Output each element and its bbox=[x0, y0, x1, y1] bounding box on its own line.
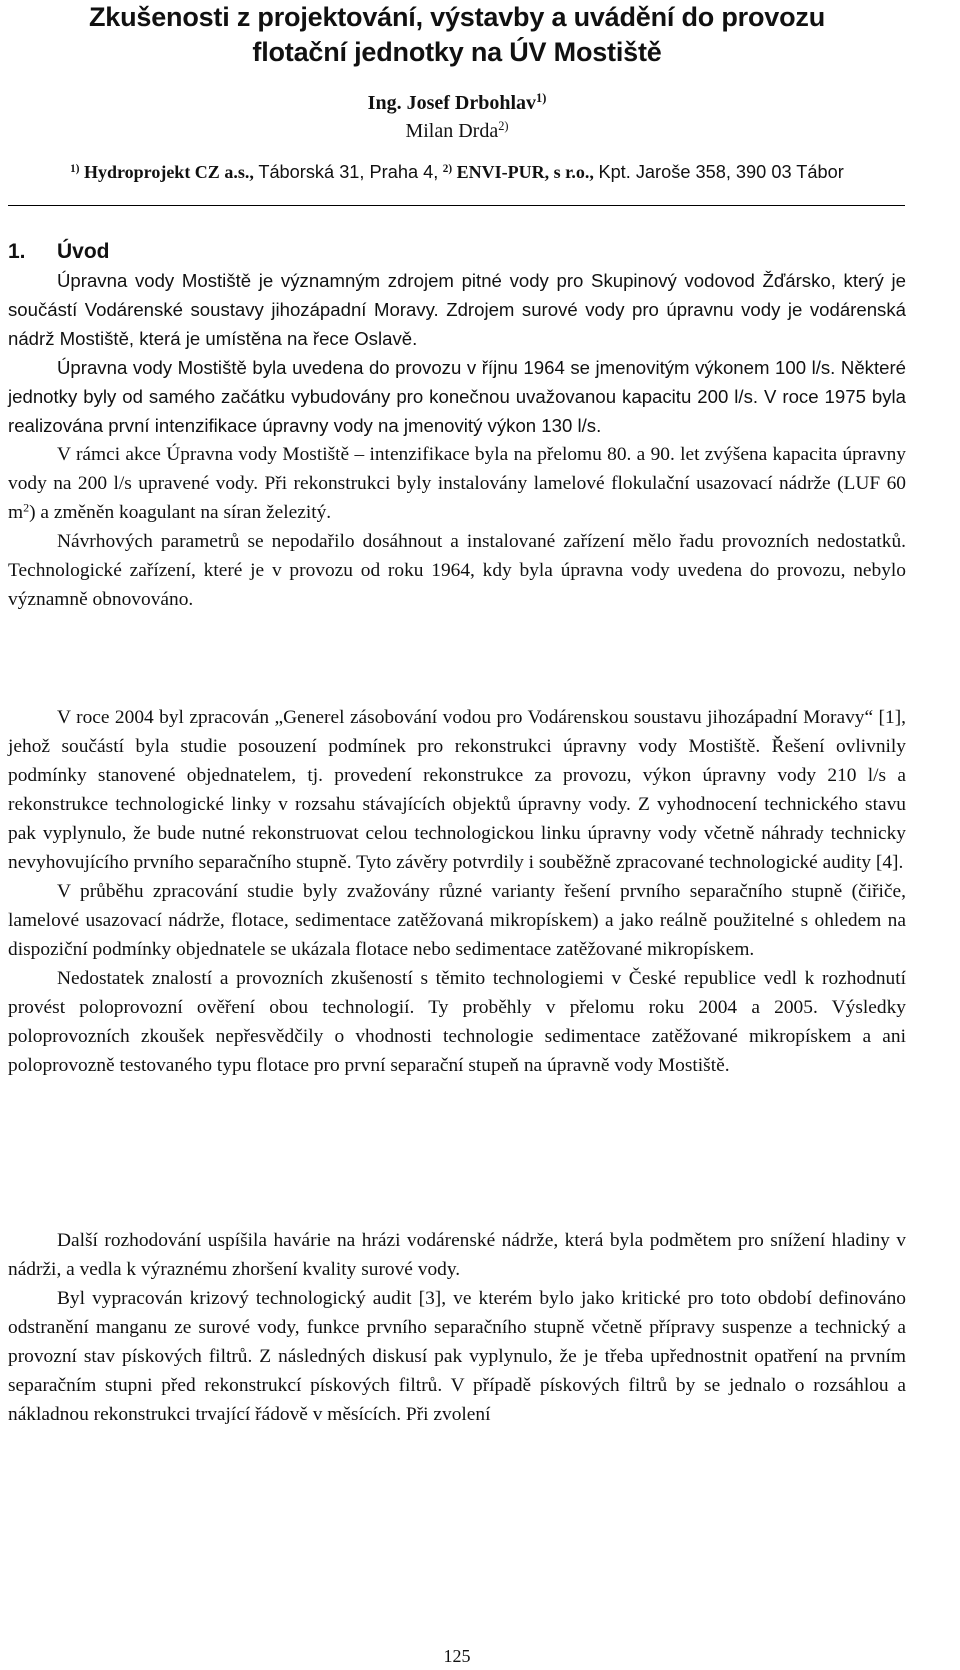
title-line-2: flotační jednotky na ÚV Mostiště bbox=[252, 37, 662, 67]
affiliation-1-mark: 1) bbox=[70, 162, 80, 175]
background-block bbox=[8, 703, 906, 1080]
author-secondary-affiliation-mark: 2) bbox=[498, 119, 509, 134]
author-secondary bbox=[8, 118, 906, 144]
paragraph-1: Úpravna vody Mostiště je významným zdrojem pitné vody pro Skupinový vodovod Žďársko, který je součástí Vodárenské soustavy jihozápadní Moravy. Zdrojem surové vody pro úpravnu vody je vodárenská nádrž Mostiště, která je umístěna na řece Oslavě. bbox=[8, 270, 906, 349]
decision-block bbox=[8, 1226, 906, 1429]
paragraph-6: V průběhu zpracování studie byly zvažovány různé varianty řešení prvního separačního stupně (čiřiče, lamelové usazovací nádrže, flotace, sedimentace zatěžovaná mikropískem) a jako reálně použitelné s ohledem na dispoziční podmínky objednatele se ukázala flotace nebo sedimentace zatěžované mikropískem. bbox=[8, 881, 906, 960]
paragraph-2: Úpravna vody Mostiště byla uvedena do provozu v říjnu 1964 se jmenovitým výkonem 100 l/s. Některé jednotky byly od samého začátku vybudovány pro konečnou uvažovanou kapacitu 200 l/s. V roce 1975 byla realizována první intenzifikace úpravny vody na jmenovitý výkon 130 l/s. bbox=[8, 357, 906, 436]
author-primary-affiliation-mark: 1) bbox=[536, 91, 547, 106]
header-divider bbox=[8, 205, 905, 206]
affiliation-2-address: Kpt. Jaroše 358, 390 03 Tábor bbox=[598, 162, 844, 182]
paragraph-3-superscript: 2 bbox=[23, 500, 30, 515]
paragraph-3-text-a: V rámci akce Úpravna vody Mostiště – intenzifikace byla na přelomu 80. a 90. let zvýšena kapacita úpravny vody na 200 l/s upravené vody. Při rekonstrukci byly instalovány lamelové flokulační usazovací nádrže (LUF 60 m bbox=[8, 444, 906, 523]
author-primary bbox=[8, 90, 906, 116]
paragraph-5: V roce 2004 byl zpracován „Generel zásobování vodou pro Vodárenskou soustavu jihozápadní Moravy“ [1], jehož součástí byla studie posouzení podmínek pro rekonstrukci úpravny vody Mostiště. Řešení ovlivnily podmínky stanovené objednatelem, tj. provedení rekonstrukce za provozu, výkon úpravny vody 210 l/s a rekonstrukce technologické linky v rozsahu stávajících objektů úpravny vody. Z vyhodnocení technického stavu pak vyplynulo, že bude nutné rekonstruovat celou technologickou linku úpravny vody včetně náhrady technicky nevyhovujícího prvního separačního stupně. Tyto závěry potvrdily i souběžně zpracované technologické audity [4]. bbox=[8, 707, 906, 873]
paragraph-8: Další rozhodování uspíšila havárie na hrázi vodárenské nádrže, která byla podmětem pro snížení hladiny v nádrži, a vedla k výraznému zhoršení kvality surové vody. bbox=[8, 1230, 906, 1280]
paragraph-9: Byl vypracován krizový technologický audit [3], ve kterém bylo jako kritické pro toto období definováno odstranění manganu ze surové vody, funkce prvního separačního stupně včetně přípravy suspenze a technický a provozní stav pískových filtrů. Z následných diskusí pak vyplynulo, že je třeba upřednostnit opatření na prvním separačním stupni před rekonstrukcí pískových filtrů. V případě pískových filtrů by se jednalo o rozsáhlou a nákladnou rekonstrukci trvající řádově v měsících. Při zvolení bbox=[8, 1288, 906, 1425]
paragraph-3-text-b: ) a změněn koagulant na síran železitý. bbox=[29, 502, 332, 523]
affiliations bbox=[8, 159, 906, 185]
author-secondary-name: Milan Drda bbox=[405, 120, 499, 142]
page-number: 125 bbox=[443, 1646, 471, 1666]
affiliation-2-mark: 2) bbox=[442, 162, 453, 175]
document-page bbox=[8, 0, 906, 1670]
affiliation-1-address: Táborská 31, Praha 4, bbox=[258, 162, 439, 182]
author-primary-name: Ing. Josef Drbohlav bbox=[367, 92, 537, 114]
section-title: Úvod bbox=[57, 240, 110, 263]
title-line-1: Zkušenosti z projektování, výstavby a uvádění do provozu bbox=[89, 2, 825, 32]
intro-block bbox=[8, 266, 906, 614]
affiliation-1-org: Hydroprojekt CZ a.s., bbox=[83, 162, 254, 182]
paragraph-3 bbox=[8, 440, 906, 527]
affiliation-2-org: ENVI-PUR, s r.o., bbox=[456, 162, 594, 182]
section-heading bbox=[8, 238, 110, 265]
paragraph-7: Nedostatek znalostí a provozních zkušeností s těmito technologiemi v České republice vedl k rozhodnutí provést poloprovozní ověření obou technologií. Ty proběhly v přelomu roku 2004 a 2005. Výsledky poloprovozních zkoušek nepřesvědčily o vhodnosti technologie sedimentace zatěžované mikropískem a ani poloprovozně testovaného typu flotace pro první separační stupeň na úpravně vody Mostiště. bbox=[8, 968, 906, 1076]
section-number: 1. bbox=[8, 240, 26, 263]
document-title bbox=[8, 0, 906, 70]
paragraph-4: Návrhových parametrů se nepodařilo dosáhnout a instalované zařízení mělo řadu provozních nedostatků. Technologické zařízení, které je v provozu od roku 1964, kdy byla úpravna vody uvedena do provozu, nebylo významně obnovováno. bbox=[8, 531, 906, 610]
